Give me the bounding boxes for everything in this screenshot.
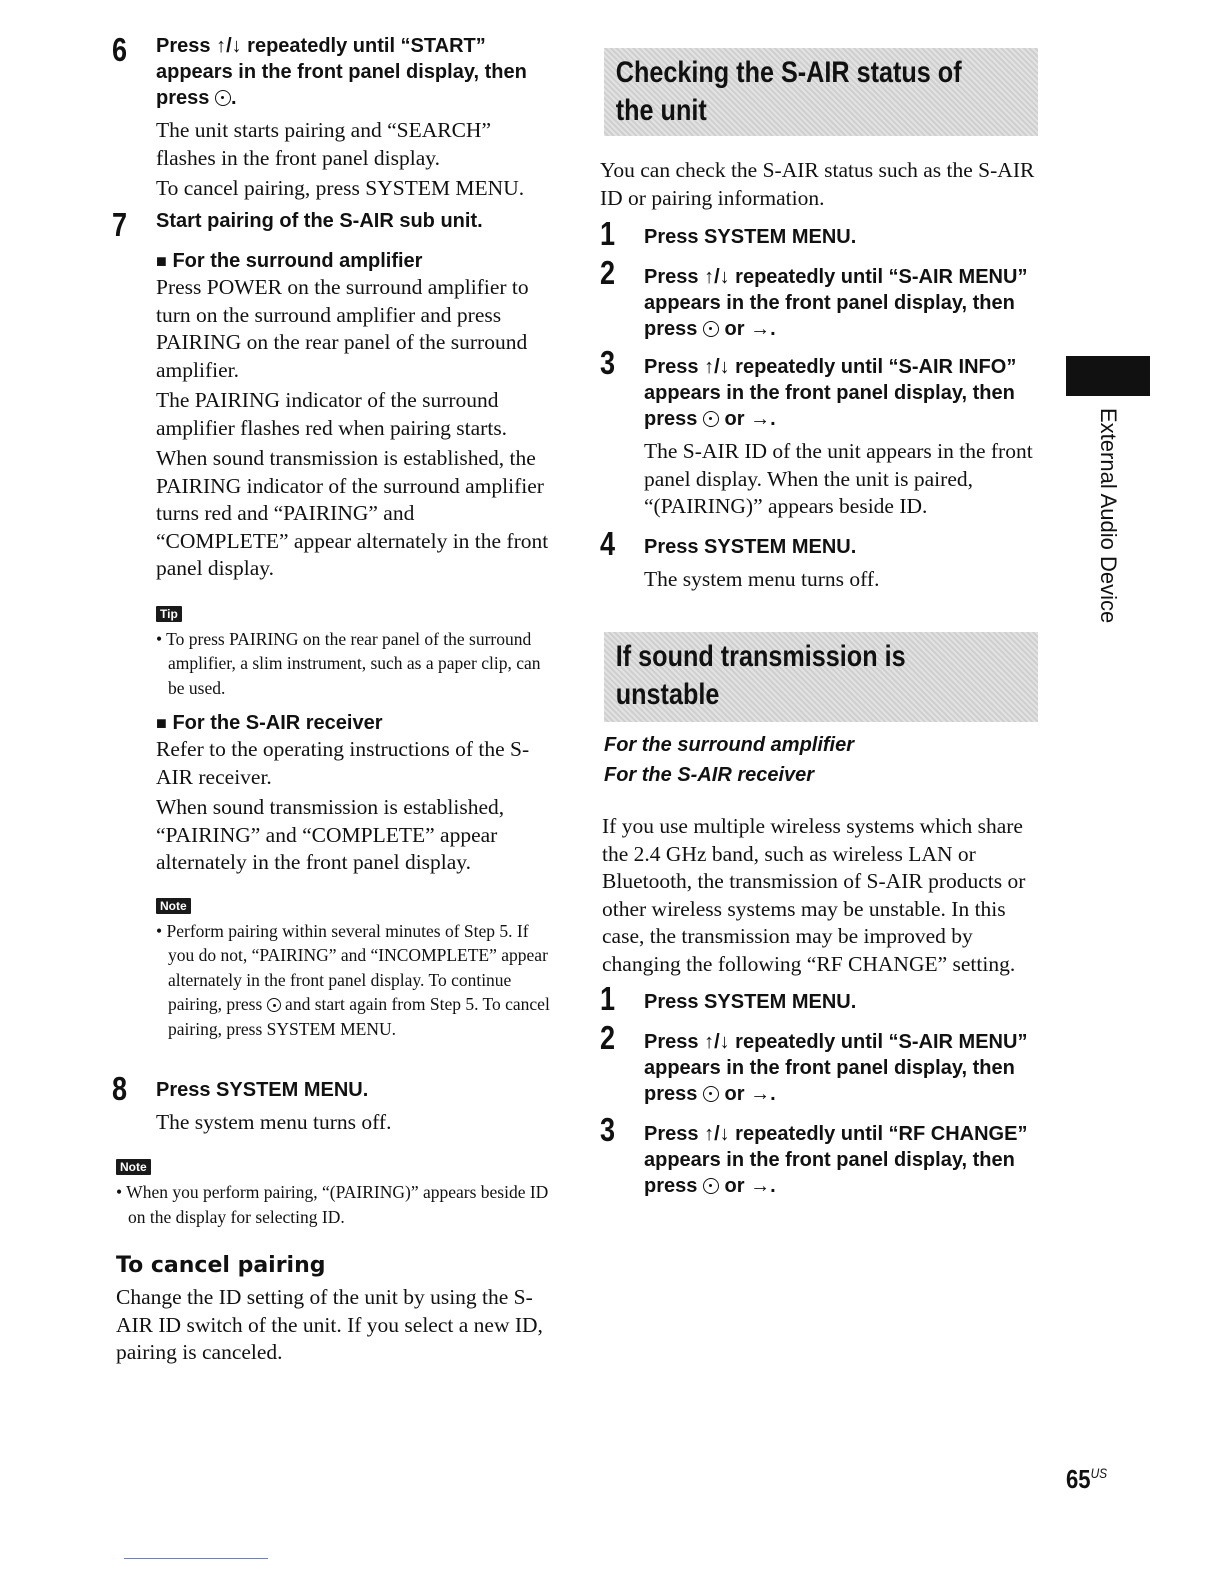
step-7 — [112, 208, 552, 1041]
right-arrow-icon: → — [750, 1083, 771, 1105]
sub-heading: ■ For the surround amplifier — [156, 250, 423, 272]
step-title: Press ↑/↓ repeatedly until “S-AIR MENU” appears in the front panel display, then press or →. — [644, 266, 1028, 340]
paragraph: The unit starts pairing and “SEARCH” flashes in the front panel display. — [156, 118, 491, 170]
paragraph: You can check the S-AIR status such as the S-AIR ID or pairing information. — [600, 158, 1035, 210]
up-down-arrow-icon: ↑/↓ — [704, 1031, 730, 1053]
up-down-arrow-icon: ↑/↓ — [704, 356, 730, 378]
footer-divider — [124, 1558, 268, 1559]
step-title: Press SYSTEM MENU. — [644, 226, 857, 248]
step-2 — [600, 1021, 1040, 1107]
cancel-section — [116, 1252, 552, 1370]
paragraph: To cancel pairing, press SYSTEM MENU. — [156, 176, 525, 200]
up-down-arrow-icon: ↑/↓ — [704, 1123, 730, 1145]
paragraph: The S-AIR ID of the unit appears in the front panel display. When the unit is paired, “(PAIRING)” appears beside ID. — [644, 439, 1033, 518]
page-suffix: US — [1090, 1465, 1108, 1481]
step-title: Start pairing of the S-AIR sub unit. — [156, 210, 483, 232]
chapter-tab-marker — [1066, 356, 1150, 396]
paragraph: When sound transmission is established, “PAIRING” and “COMPLETE” appear alternately in the front panel display. — [156, 795, 505, 874]
right-arrow-icon: → — [750, 408, 771, 430]
step-title: Press SYSTEM MENU. — [156, 1079, 369, 1101]
step-title: Press SYSTEM MENU. — [644, 991, 857, 1013]
banner-title: Checking the S-AIR status of the unit — [615, 56, 962, 127]
enter-button-icon — [215, 90, 231, 106]
step-number: 1 — [600, 215, 616, 252]
banner-title: If sound transmission is unstable — [615, 640, 906, 711]
step-4 — [600, 527, 1040, 597]
step-8 — [112, 1072, 552, 1140]
step-title: Press ↑/↓ repeatedly until “S-AIR INFO” appears in the front panel display, then press or →. — [644, 356, 1017, 430]
step-1 — [600, 217, 1040, 250]
paragraph: When sound transmission is established, the PAIRING indicator of the surround amplifier turns red and “PAIRING” and “COMPLETE” appear alternately in the front panel display. — [156, 446, 549, 580]
paragraph: The PAIRING indicator of the surround amplifier flashes red when pairing starts. — [156, 388, 508, 440]
section-heading: To cancel pairing — [116, 1253, 326, 1278]
right-arrow-icon: → — [750, 1175, 771, 1197]
step-number: 1 — [600, 980, 616, 1017]
note-badge: Note — [116, 1159, 151, 1175]
step-number: 2 — [600, 1019, 616, 1056]
step-2 — [600, 256, 1040, 342]
section-banner — [604, 632, 1038, 722]
note-text: • Perform pairing within several minutes of Step 5. If you do not, “PAIRING” and “INCOMPLETE” appear alternately in the front panel display. To continue pairing, press and start again from Step 5. To cancel pairing, press SYSTEM MENU. — [156, 920, 550, 1039]
square-bullet-icon: ■ — [156, 251, 167, 271]
tip-text: • To press PAIRING on the rear panel of the surround amplifier, a slim instrument, such as a paper clip, can be used. — [156, 628, 541, 698]
step-number: 7 — [112, 206, 128, 243]
section-banner — [604, 48, 1038, 136]
note-badge: Note — [156, 898, 191, 914]
up-down-arrow-icon: ↑/↓ — [704, 266, 730, 288]
paragraph: The system menu turns off. — [644, 567, 880, 591]
right-arrow-icon: → — [750, 318, 771, 340]
step-title: Press ↑/↓ repeatedly until “RF CHANGE” appears in the front panel display, then press or →. — [644, 1123, 1028, 1197]
tip-badge: Tip — [156, 606, 182, 622]
paragraph: Refer to the operating instructions of the S-AIR receiver. — [156, 737, 530, 789]
step-number: 4 — [600, 525, 616, 562]
step-number: 3 — [600, 344, 616, 381]
paragraph: The system menu turns off. — [156, 1110, 392, 1134]
step-3 — [600, 1113, 1040, 1199]
step-1 — [600, 982, 1040, 1015]
chapter-label: External Audio Device — [1096, 408, 1121, 624]
step-number: 3 — [600, 1111, 616, 1148]
italic-heading: For the surround amplifier — [604, 734, 855, 756]
paragraph: If you use multiple wireless systems which share the 2.4 GHz band, such as wireless LAN or Bluetooth, the transmission of S-AIR products or other wireless systems may be unstable. In this case, the transmission may be improved by changing the following “RF CHANGE” setting. — [602, 814, 1026, 976]
up-down-arrow-icon: ↑/↓ — [216, 35, 242, 57]
step-title: Press ↑/↓ repeatedly until “S-AIR MENU” appears in the front panel display, then press or →. — [644, 1031, 1028, 1105]
step-6 — [112, 33, 552, 206]
step-number: 8 — [112, 1070, 128, 1107]
italic-heading: For the S-AIR receiver — [604, 764, 815, 786]
paragraph: Change the ID setting of the unit by using the S-AIR ID switch of the unit. If you select a new ID, pairing is canceled. — [116, 1285, 543, 1364]
enter-button-icon — [703, 1086, 719, 1102]
step-title: Press ↑/↓ repeatedly until “START” appears in the front panel display, then press . — [156, 35, 527, 109]
page-number: $65^{US}$ — [1066, 1464, 1108, 1494]
sub-heading: ■ For the S-AIR receiver — [156, 712, 383, 734]
square-bullet-icon: ■ — [156, 713, 167, 733]
step-title: Press SYSTEM MENU. — [644, 536, 857, 558]
enter-button-icon — [267, 998, 281, 1012]
step-number: 6 — [112, 31, 128, 68]
paragraph: Press POWER on the surround amplifier to turn on the surround amplifier and press PAIRING on the rear panel of the surround amplifier. — [156, 275, 529, 382]
enter-button-icon — [703, 1178, 719, 1194]
enter-button-icon — [703, 411, 719, 427]
step-3 — [600, 346, 1040, 524]
step-number: 2 — [600, 254, 616, 291]
note-block — [116, 1158, 552, 1229]
note-text: • When you perform pairing, “(PAIRING)” appears beside ID on the display for selecting ID. — [116, 1182, 549, 1227]
enter-button-icon — [703, 321, 719, 337]
